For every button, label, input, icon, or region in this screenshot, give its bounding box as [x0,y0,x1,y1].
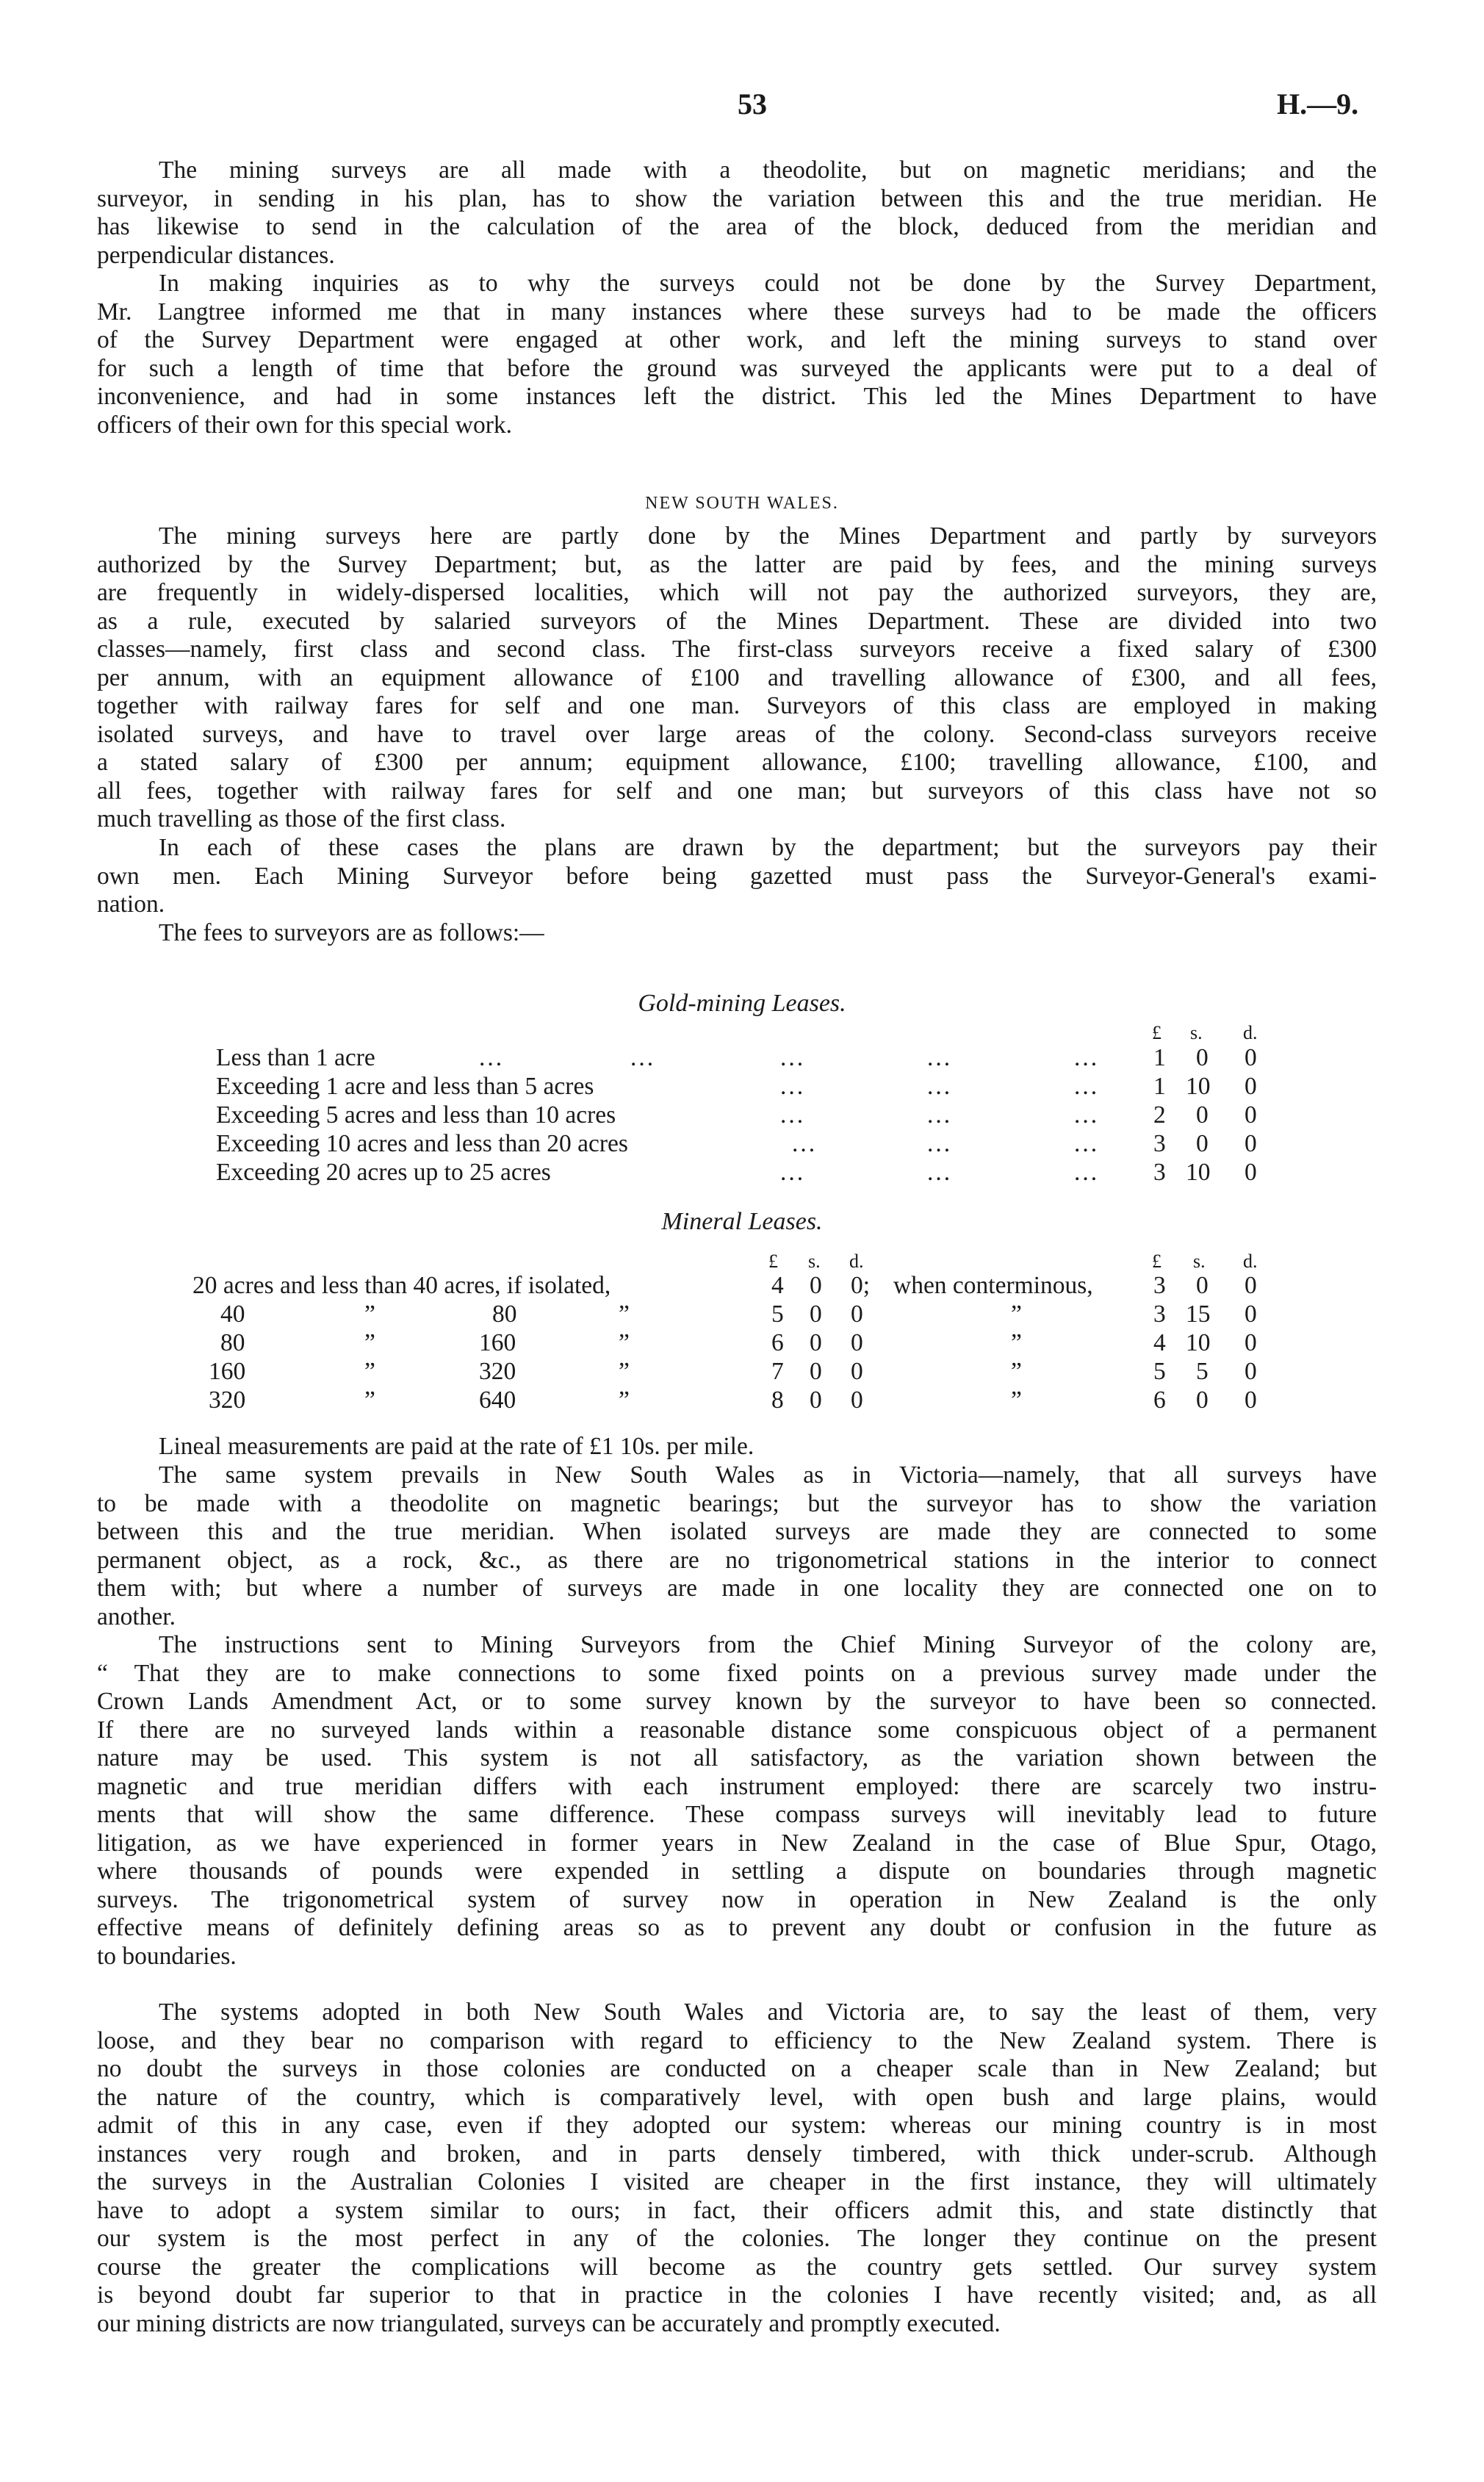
text-line: another. [97,1602,176,1630]
isolated-shillings: 0 [810,1329,822,1356]
conterminous-pounds: 4 [1153,1329,1166,1356]
mineral-header-pounds-conterminous: £ [1152,1251,1161,1272]
text-line: have to adopt a system similar to ours; in fact, their officers admit this, and state distinctly that [97,2196,1377,2224]
text-line: If there are no surveyed lands within a reasonable distance some conspicuous object of a permanent [97,1716,1377,1744]
mineral-header-pence: d. [849,1251,864,1272]
gold-pence: 0 [1245,1101,1257,1129]
text-line: to be made with a theodolite on magnetic bearings; but the surveyor has to show the variation [97,1489,1377,1517]
text-line: course the greater the complications will become as the country gets settled. Our survey system [97,2253,1377,2281]
isolated-pence: 0 [851,1358,863,1385]
gold-pence: 0 [1245,1130,1257,1157]
mineral-from: 160 [209,1358,246,1385]
gold-header-pence: d. [1243,1022,1258,1043]
mineral-from: 320 [209,1386,246,1414]
text-line: In making inquiries as to why the surveys could not be done by the Survey Department, [159,270,1377,297]
text-line: isolated surveys, and have to travel over large areas of the colony. Second-class surveyors receive [97,720,1377,748]
gold-shillings: 10 [1186,1159,1211,1186]
text-line: our system is the most perfect in any of the colonies. The longer they continue on the present [97,2225,1377,2252]
gold-pence: 0 [1245,1073,1257,1100]
ditto-mark: ” [1011,1358,1022,1385]
ditto-mark: ” [364,1329,375,1356]
leader-dots: ... [1074,1101,1100,1129]
ditto-mark: ” [1011,1301,1022,1328]
text-line: admit of this in any case, even if they adopted our system: whereas our mining country is in most [97,2112,1377,2139]
conterminous-shillings: 5 [1196,1358,1209,1385]
mineral-to: 160 [479,1329,516,1356]
ditto-mark: ” [1011,1329,1022,1356]
text-line: surveys. The trigonometrical system of survey now in operation in New Zealand is the only [97,1885,1377,1913]
isolated-pounds: 5 [771,1301,784,1328]
ditto-mark: ” [619,1358,630,1385]
gold-shillings: 0 [1196,1101,1209,1129]
isolated-pounds: 6 [771,1329,784,1356]
text-line: is beyond doubt far superior to that in practice in the colonies I have recently visited; and, as all [97,2281,1377,2309]
text-line: The systems adopted in both New South Wales and Victoria are, to say the least of them, very [159,1999,1377,2026]
closing-paragraph-1 [97,1433,1377,1461]
leader-dots: ... [927,1130,953,1157]
text-line: the surveys in the Australian Colonies I visited are cheaper in the first instance, they will ultimately [97,2168,1377,2195]
gold-row-label: Exceeding 1 acre and less than 5 acres [216,1073,594,1100]
conterminous-shillings: 10 [1186,1329,1211,1356]
text-line: Mr. Langtree informed me that in many instances where these surveys had to be made the officers [97,298,1377,325]
text-line: ments that will show the same difference. These compass surveys will inevitably lead to future [97,1801,1377,1828]
conterminous-shillings: 15 [1186,1301,1211,1328]
mineral-from: 40 [220,1301,245,1328]
nsw-paragraph-1 [97,522,1377,834]
leader-dots: ... [1074,1159,1100,1186]
text-line: together with railway fares for self and one man. Surveyors of this class are employed in making [97,692,1377,719]
isolated-pounds: 8 [771,1386,784,1414]
section-heading-nsw: NEW SOUTH WALES. [645,494,839,513]
conterminous-pounds: 3 [1153,1272,1166,1299]
text-line: The same system prevails in New South Wales as in Victoria—namely, that all surveys have [159,1461,1377,1489]
conterminous-pence: 0 [1245,1386,1257,1414]
conterminous-pence: 0 [1245,1301,1257,1328]
text-line: officers of their own for this special work. [97,411,513,439]
text-line: perpendicular distances. [97,241,335,269]
conterminous-shillings: 0 [1196,1386,1209,1414]
text-line: loose, and they bear no comparison with regard to efficiency to the New Zealand system. There is [97,2026,1377,2054]
gold-header-shillings: s. [1190,1022,1203,1043]
gold-shillings: 0 [1196,1130,1209,1157]
text-line: much travelling as those of the first class. [97,805,506,832]
text-line: Crown Lands Amendment Act, or to some survey known by the surveyor to have been so connected. [97,1688,1377,1715]
leader-dots: ... [927,1073,953,1100]
closing-paragraph-4 [97,1999,1377,2338]
isolated-shillings: 0 [810,1301,822,1328]
text-line: classes—namely, first class and second class. The first-class surveyors receive a fixed salary of £300 [97,636,1377,663]
text-line: our mining districts are now triangulated, surveys can be accurately and promptly executed. [97,2309,1001,2337]
conterminous-shillings: 0 [1196,1272,1209,1299]
leader-dots: ... [1074,1073,1100,1100]
text-line: own men. Each Mining Surveyor before being gazetted must pass the Surveyor-General's exami- [97,862,1377,890]
leader-dots: ... [1074,1044,1100,1071]
leader-dots: ... [780,1101,806,1129]
closing-paragraph-3 [97,1631,1377,1971]
gold-pounds: 2 [1153,1101,1166,1129]
conterminous-pence: 0 [1245,1329,1257,1356]
text-line: inconvenience, and had in some instances left the district. This led the Mines Department to have [97,383,1377,410]
closing-paragraph-2 [97,1461,1377,1631]
text-line: authorized by the Survey Department; but, as the latter are paid by fees, and the mining surveys [97,550,1377,578]
ditto-mark: ” [619,1301,630,1328]
gold-row-label: Exceeding 10 acres and less than 20 acres [216,1130,628,1157]
gold-pounds: 3 [1153,1159,1166,1186]
mineral-table-title: Mineral Leases. [661,1208,823,1235]
conterminous-pounds: 3 [1153,1301,1166,1328]
text-line: nature may be used. This system is not all satisfactory, as the variation shown between the [97,1744,1377,1771]
text-line: has likewise to send in the calculation of the area of the block, deduced from the meridian and [97,213,1377,240]
text-line: “ That they are to make connections to some fixed points on a previous survey made under the [97,1659,1377,1687]
ditto-mark: ” [619,1386,630,1414]
text-line: to boundaries. [97,1942,237,1970]
gold-row-label: Less than 1 acre [216,1044,375,1071]
ditto-mark: ” [1011,1386,1022,1414]
text-line: them with; but where a number of surveys are made in one locality they are connected one on to [97,1575,1377,1602]
mineral-from: 80 [220,1329,245,1356]
conterminous-pounds: 5 [1153,1358,1166,1385]
text-line: litigation, as we have experienced in former years in New Zealand in the case of Blue Spur, Otago, [97,1829,1377,1857]
gold-shillings: 10 [1186,1073,1211,1100]
text-line: the nature of the country, which is comparatively level, with open bush and large plains, would [97,2083,1377,2111]
text-line: The mining surveys are all made with a theodolite, but on magnetic meridians; and the [159,157,1377,184]
leader-dots: ... [1074,1130,1100,1157]
mineral-header-pounds: £ [768,1251,778,1272]
text-line: instances very rough and broken, and in parts densely timbered, with thick under-scrub. Although [97,2140,1377,2168]
gold-pence: 0 [1245,1044,1257,1071]
text-line: effective means of definitely defining areas so as to prevent any doubt or confusion in the future as [97,1914,1377,1941]
text-line: are frequently in widely-dispersed localities, which will not pay the authorized surveyors, they are, [97,579,1377,606]
nsw-paragraph-2 [97,834,1377,919]
text-line: The fees to surveyors are as follows:— [159,919,544,946]
text-line: The instructions sent to Mining Surveyors from the Chief Mining Surveyor of the colony are, [159,1631,1377,1658]
gold-pounds: 3 [1153,1130,1166,1157]
text-line: surveyor, in sending in his plan, has to show the variation between this and the true meridian. He [97,184,1377,212]
leader-dots: ... [780,1044,806,1071]
isolated-shillings: 0 [810,1386,822,1414]
text-line: In each of these cases the plans are drawn by the department; but the surveyors pay their [159,834,1377,861]
gold-pounds: 1 [1153,1073,1166,1100]
text-line: Lineal measurements are paid at the rate of £1 10s. per mile. [159,1433,754,1460]
text-line: all fees, together with railway fares for self and one man; but surveyors of this class have not so [97,777,1377,805]
mineral-header-shillings: s. [808,1251,821,1272]
mineral-header-shillings-conterminous: s. [1193,1251,1206,1272]
leader-dots: ... [927,1101,953,1129]
mineral-to: 80 [492,1301,517,1328]
conterminous-pounds: 6 [1153,1386,1166,1414]
gold-table-title: Gold-mining Leases. [638,990,846,1017]
gold-pounds: 1 [1153,1044,1166,1071]
gold-shillings: 0 [1196,1044,1209,1071]
gold-row-label: Exceeding 20 acres up to 25 acres [216,1159,551,1186]
ditto-mark: ” [619,1329,630,1356]
isolated-pence: 0 [851,1301,863,1328]
conterminous-pence: 0 [1245,1272,1257,1299]
mineral-to: 640 [479,1386,516,1414]
gold-header-pounds: £ [1152,1022,1161,1043]
ditto-mark: ” [364,1358,375,1385]
ditto-mark: ” [364,1301,375,1328]
text-line: The mining surveys here are partly done by the Mines Department and partly by surveyors [159,522,1377,550]
gold-pence: 0 [1245,1159,1257,1186]
victoria-paragraph-2 [97,270,1377,439]
conterminous-label: when conterminous, [893,1272,1093,1299]
isolated-shillings: 0 [810,1272,822,1299]
mineral-row-label: 20 acres and less than 40 acres, if isolated, [192,1272,611,1299]
text-line: nation. [97,891,165,918]
isolated-pence: 0 [851,1386,863,1414]
leader-dots: ... [630,1044,656,1071]
text-line: as a rule, executed by salaried surveyors of the Mines Department. These are divided into two [97,607,1377,635]
report-code: H.—9. [1277,87,1359,120]
leader-dots: ... [479,1044,505,1071]
text-line: magnetic and true meridian differs with each instrument employed: there are scarcely two instru- [97,1772,1377,1800]
isolated-pounds: 4 [771,1272,784,1299]
text-line: between this and the true meridian. When isolated surveys are made they are connected to some [97,1518,1377,1545]
mineral-to: 320 [479,1358,516,1385]
leader-dots: ... [927,1159,953,1186]
ditto-mark: ” [364,1386,375,1414]
isolated-pence: 0 [851,1329,863,1356]
text-line: no doubt the surveys in those colonies are conducted on a cheaper scale than in New Zealand; but [97,2055,1377,2082]
text-line: per annum, with an equipment allowance of £100 and travelling allowance of £300, and all fees, [97,663,1377,691]
isolated-shillings: 0 [810,1358,822,1385]
isolated-pence: 0; [851,1272,871,1299]
leader-dots: ... [780,1073,806,1100]
text-line: for such a length of time that before the ground was surveyed the applicants were put to a deal of [97,354,1377,382]
isolated-pounds: 7 [771,1358,784,1385]
mineral-header-pence-conterminous: d. [1243,1251,1258,1272]
nsw-paragraph-3 [97,919,1377,948]
victoria-paragraph-1 [97,157,1377,270]
leader-dots: ... [927,1044,953,1071]
page-number: 53 [738,87,767,120]
text-line: a stated salary of £300 per annum; equipment allowance, £100; travelling allowance, £100, and [97,749,1377,776]
leader-dots: ... [780,1159,806,1186]
leader-dots: ... [792,1130,818,1157]
text-line: where thousands of pounds were expended in settling a dispute on boundaries through magnetic [97,1857,1377,1885]
conterminous-pence: 0 [1245,1358,1257,1385]
gold-row-label: Exceeding 5 acres and less than 10 acres [216,1101,616,1129]
text-line: permanent object, as a rock, &c., as there are no trigonometrical stations in the interior to connect [97,1546,1377,1574]
text-line: of the Survey Department were engaged at other work, and left the mining surveys to stand over [97,326,1377,353]
